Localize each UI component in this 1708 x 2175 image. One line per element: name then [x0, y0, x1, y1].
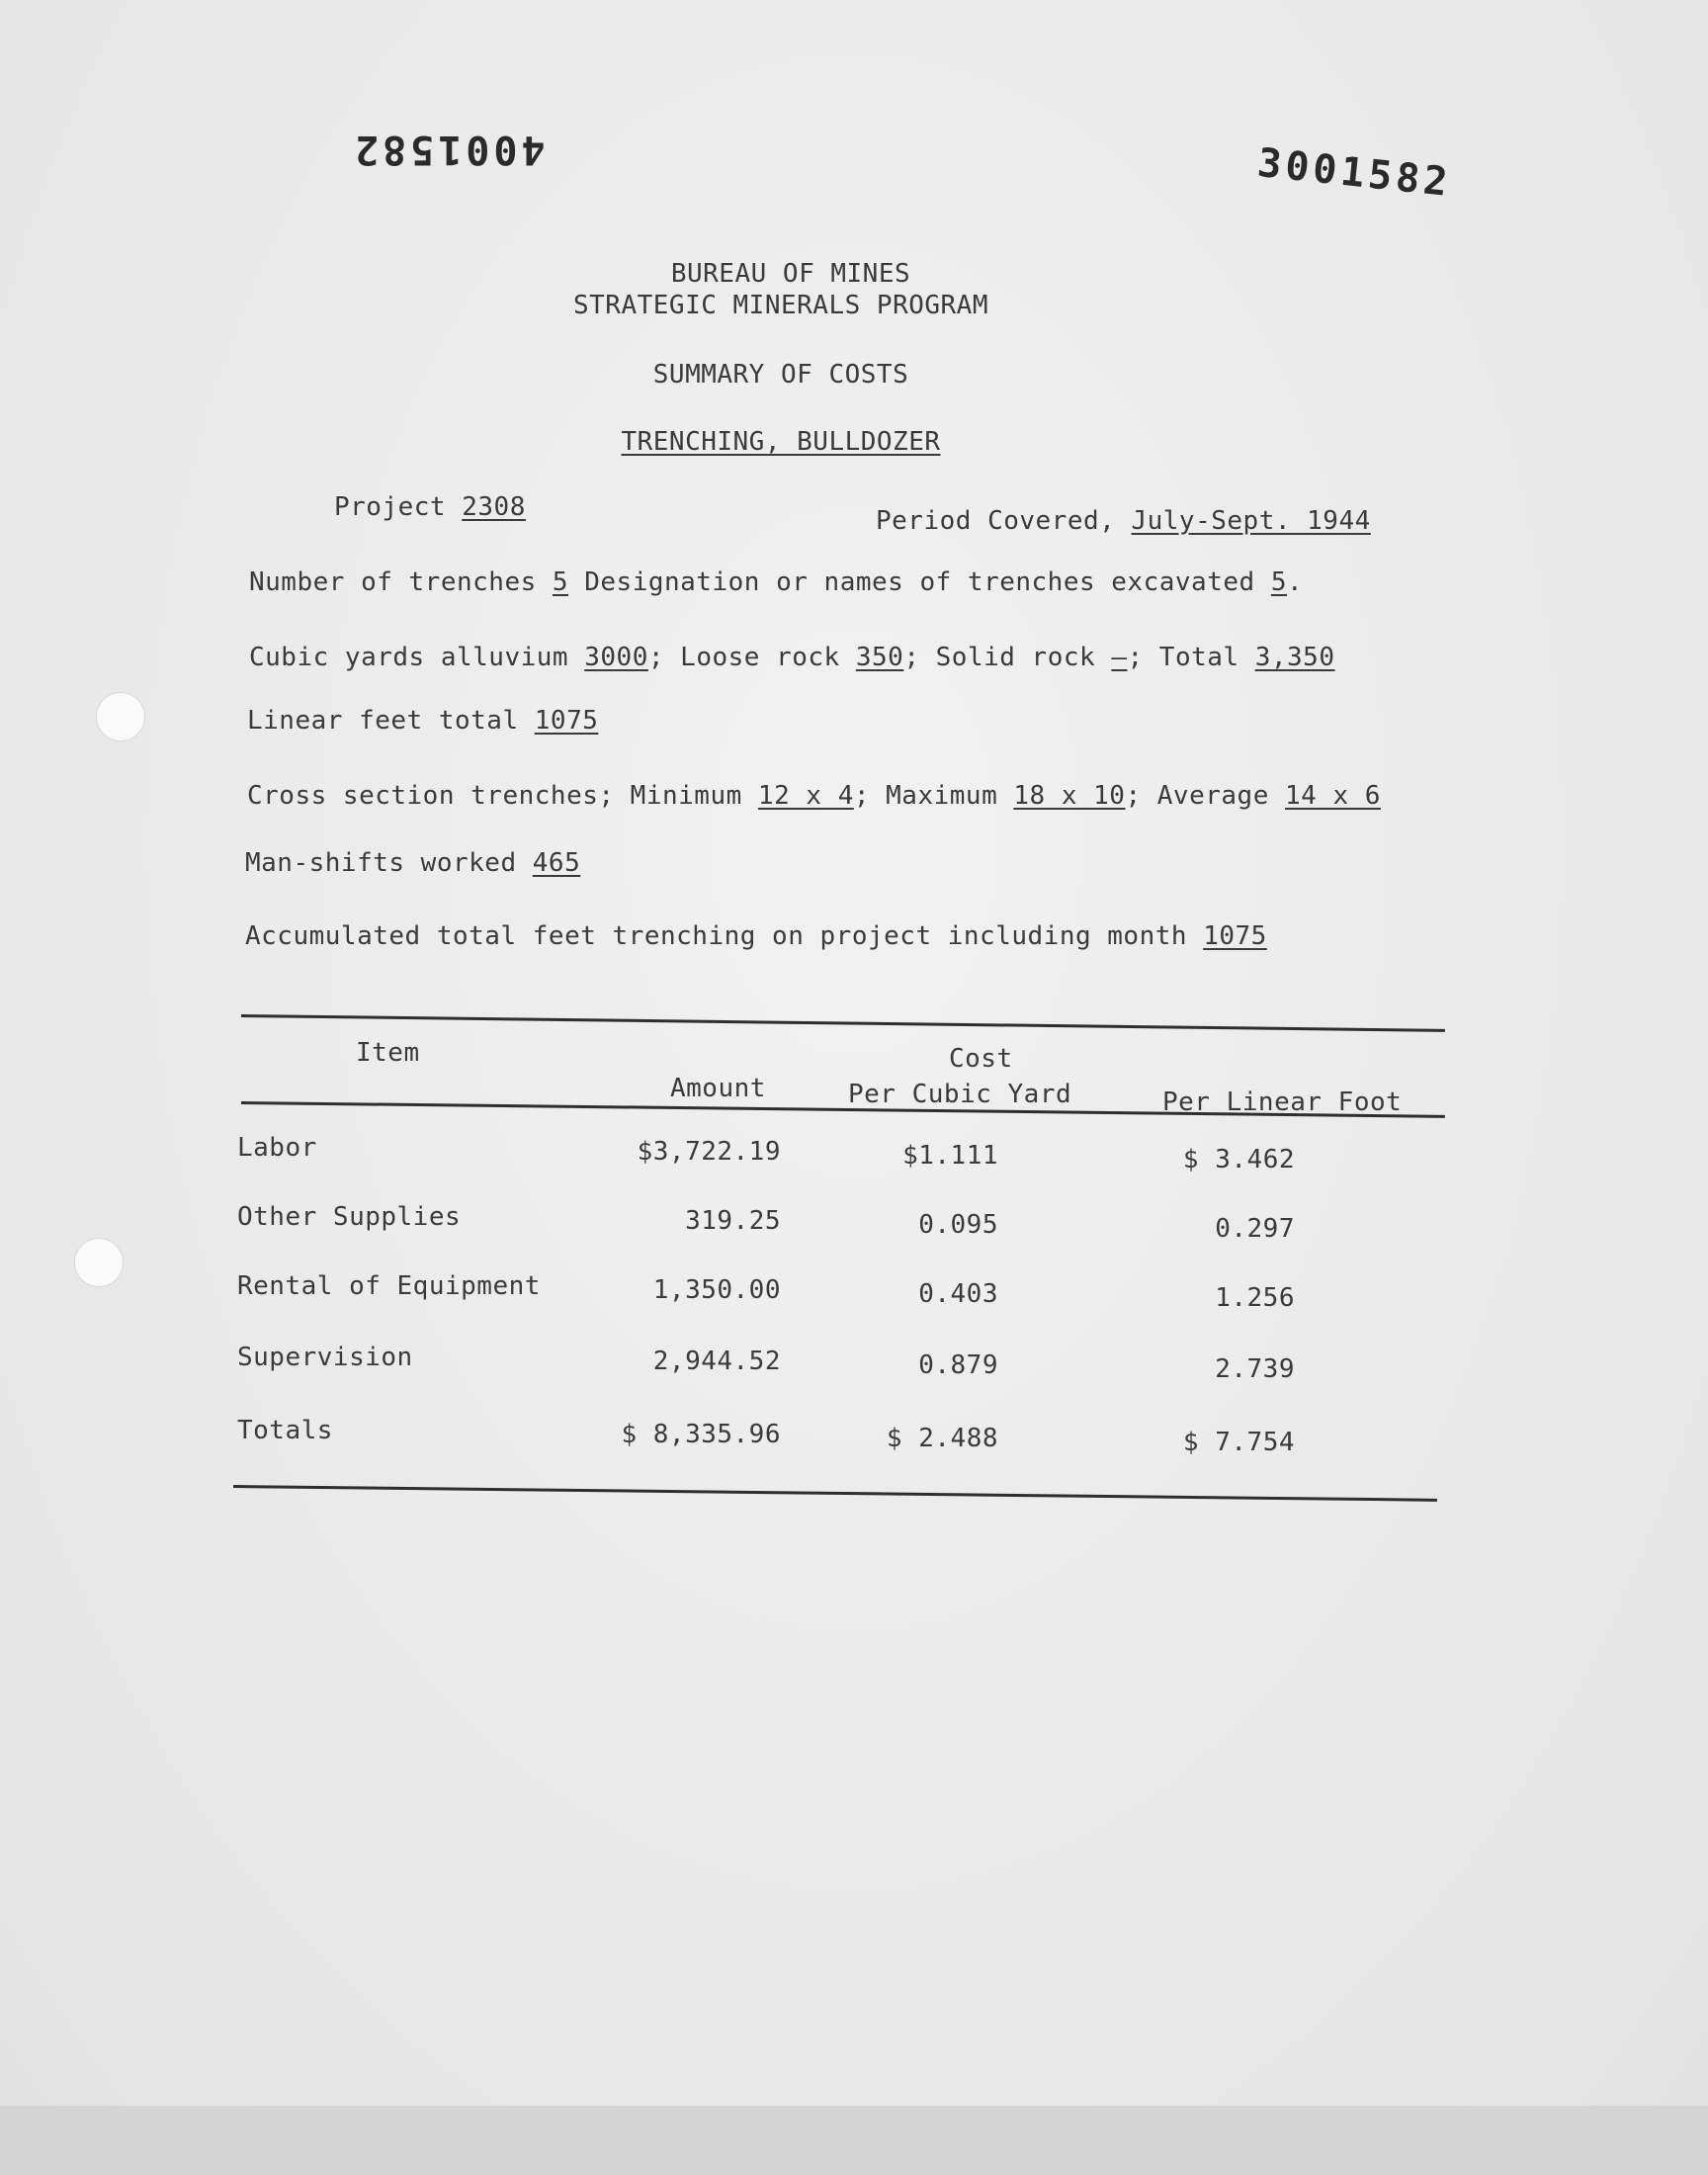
period-line [876, 506, 1371, 536]
solid-rock-label: ; Solid rock [903, 643, 1096, 672]
cross-section-min: 12 x 4 [757, 781, 854, 811]
cell-amount: $ 8,335.96 [621, 1420, 781, 1449]
trench-count: 5 [552, 567, 569, 597]
punch-hole [96, 692, 145, 741]
period-value: July-Sept. 1944 [1131, 506, 1371, 536]
loose-rock-label: ; Loose rock [647, 643, 840, 672]
cell-amount: 319.25 [685, 1206, 781, 1236]
cell-per-cubic-yard: $ 2.488 [886, 1424, 998, 1453]
cross-section-line [247, 781, 1381, 811]
punch-hole [74, 1238, 124, 1287]
loose-rock-value: 350 [855, 643, 904, 672]
accumulated-value: 1075 [1203, 921, 1267, 951]
accumulated-line [245, 921, 1267, 951]
summary-title: SUMMARY OF COSTS [652, 360, 909, 390]
cubic-total-label: ; Total [1127, 643, 1239, 672]
table-bottom-rule [233, 1485, 1437, 1502]
header-amount: Amount [670, 1074, 766, 1103]
document-subtitle: TRENCHING, BULLDOZER [621, 427, 941, 457]
cross-section-avg: 14 x 6 [1285, 781, 1381, 811]
cell-per-cubic-yard: 0.403 [918, 1279, 998, 1309]
cubic-total-value: 3,350 [1254, 643, 1335, 672]
accumulated-label: Accumulated total feet trenching on project including month [245, 921, 1188, 951]
cell-per-cubic-yard: $1.111 [902, 1141, 998, 1171]
designation-value: 5 [1270, 567, 1287, 597]
document-number-stamp: 3001582 [1255, 139, 1454, 207]
table-top-rule [241, 1014, 1445, 1032]
man-shifts-value: 465 [532, 848, 581, 878]
project-number: 2308 [462, 492, 526, 522]
period-label: Period Covered, [876, 506, 1116, 536]
cell-per-linear-foot: 2.739 [1215, 1354, 1295, 1384]
cell-per-linear-foot: $ 3.462 [1182, 1145, 1295, 1174]
solid-rock-value: — [1111, 643, 1128, 672]
cross-section-max-label: ; Maximum [853, 781, 998, 811]
cell-amount: 2,944.52 [652, 1347, 781, 1376]
linear-feet-label: Linear feet total [247, 706, 519, 736]
line-end: . [1287, 567, 1304, 597]
cell-amount: $3,722.19 [637, 1137, 781, 1167]
trench-count-label: Number of trenches [249, 567, 537, 597]
cell-per-cubic-yard: 0.879 [918, 1350, 998, 1380]
cell-item: Labor [237, 1133, 317, 1163]
linear-feet-value: 1075 [534, 706, 599, 736]
trenches-line [249, 567, 1303, 597]
cell-per-linear-foot: $ 7.754 [1182, 1428, 1295, 1457]
alluvium-value: 3000 [584, 643, 648, 672]
designation-label: Designation or names of trenches excavated [584, 567, 1255, 597]
cell-per-linear-foot: 1.256 [1215, 1283, 1295, 1313]
cross-section-avg-label: ; Average [1125, 781, 1269, 811]
document-number-stamp-inverted: 4001582 [351, 127, 546, 172]
man-shifts-label: Man-shifts worked [245, 848, 517, 878]
alluvium-label: Cubic yards alluvium [249, 643, 569, 672]
cross-section-max: 18 x 10 [1013, 781, 1126, 811]
cross-section-label: Cross section trenches; Minimum [247, 781, 742, 811]
program-title: STRATEGIC MINERALS PROGRAM [573, 291, 988, 320]
agency-title: BUREAU OF MINES [670, 259, 911, 289]
header-cost: Cost [949, 1044, 1013, 1074]
project-label: Project [334, 492, 447, 522]
cell-item: Supervision [237, 1343, 413, 1372]
cell-item: Totals [237, 1416, 333, 1445]
cell-per-cubic-yard: 0.095 [918, 1210, 998, 1240]
header-per-linear-foot: Per Linear Foot [1162, 1088, 1403, 1117]
cubic-yards-line [249, 643, 1335, 672]
header-per-cubic-yard: Per Cubic Yard [848, 1080, 1072, 1109]
cell-amount: 1,350.00 [652, 1275, 781, 1305]
cell-per-linear-foot: 0.297 [1215, 1214, 1295, 1244]
man-shifts-line [245, 848, 580, 878]
header-item: Item [356, 1038, 420, 1068]
cell-item: Rental of Equipment [237, 1271, 541, 1301]
project-line [334, 492, 526, 522]
cell-item: Other Supplies [237, 1202, 462, 1232]
linear-feet-line [247, 706, 598, 736]
